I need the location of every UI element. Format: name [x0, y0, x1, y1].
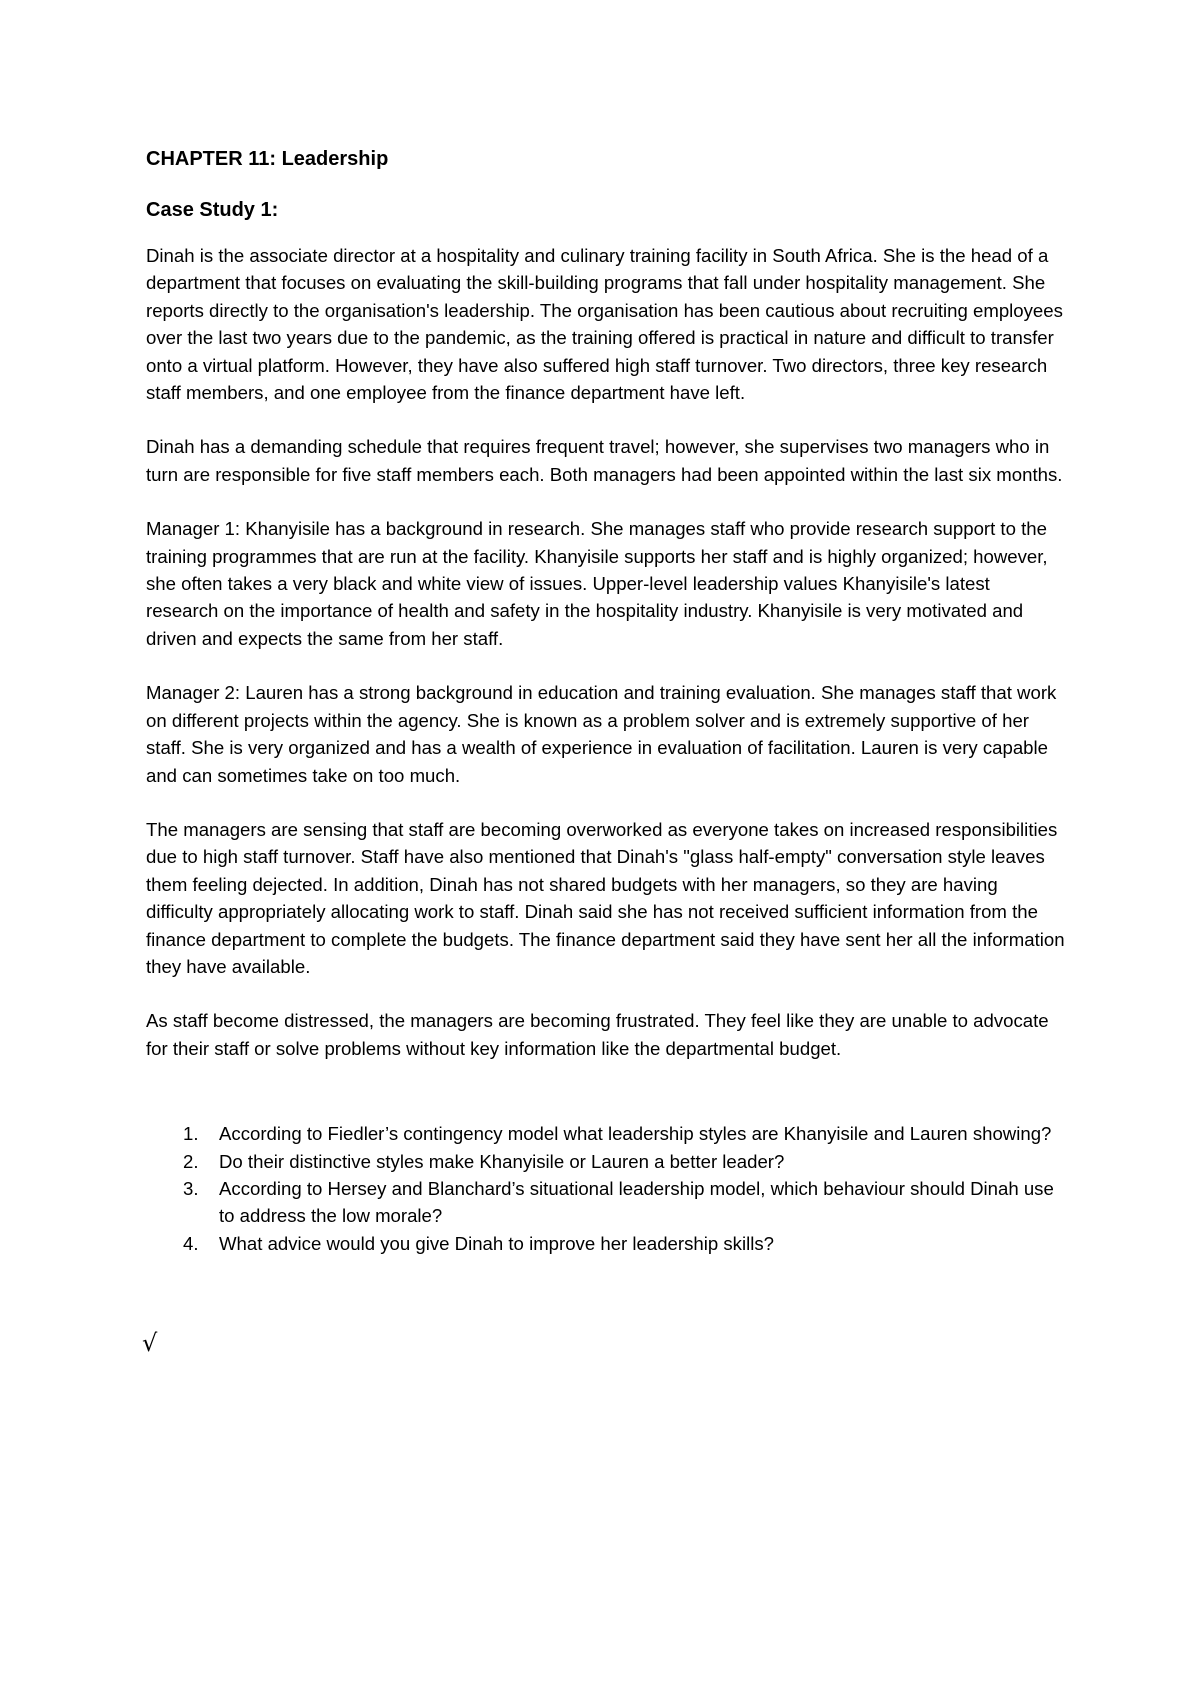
question-item — [146, 1230, 1066, 1257]
checkmark-icon: √ — [142, 1329, 158, 1357]
chapter-title: CHAPTER 11: Leadership — [146, 148, 389, 170]
question-item — [146, 1120, 1066, 1147]
paragraph-frustration: As staff become distressed, the managers are becoming frustrated. They feel like they are unable to advocate for their staff or solve problems without key information like the departmental budget. — [146, 1010, 1049, 1059]
paragraph-intro: Dinah is the associate director at a hospitality and culinary training facility in South Africa. She is the head of a department that focuses on evaluating the skill-building programs that fall under hospitality management. She reports directly to the organisation's leadership. The organisation has been cautious about recruiting employees over the last two years due to the pandemic, as the training offered is practical in nature and difficult to transfer onto a virtual platform. However, they have also suffered high staff turnover. Two directors, three key research staff members, and one employee from the finance department have left. — [146, 245, 1063, 404]
paragraph-manager-2: Manager 2: Lauren has a strong background in education and training evaluation. She manages staff that work on different projects within the agency. She is known as a problem solver and is extremely supportive of her staff. She is very organized and has a wealth of experience in evaluation of facilitation. Lauren is very capable and can sometimes take on too much. — [146, 682, 1057, 786]
case-study-title: Case Study 1: — [146, 199, 279, 221]
question-text: What advice would you give Dinah to improve her leadership skills? — [219, 1232, 774, 1254]
question-item — [146, 1148, 1066, 1175]
question-number: 3. — [183, 1177, 199, 1199]
question-list — [146, 1120, 1066, 1257]
paragraph-overwork: The managers are sensing that staff are becoming overworked as everyone takes on increased responsibilities due to high staff turnover. Staff have also mentioned that Dinah's "glass half-empty" conversation style leaves them feeling dejected. In addition, Dinah has not shared budgets with her managers, so they are having difficulty appropriately allocating work to staff. Dinah said she has not received sufficient information from the finance department to complete the budgets. The finance department said they have sent her all the information they have available. — [146, 818, 1065, 977]
question-text: Do their distinctive styles make Khanyisile or Lauren a better leader? — [219, 1150, 785, 1172]
question-number: 2. — [183, 1150, 199, 1172]
document-body — [146, 146, 1066, 1257]
question-item — [146, 1175, 1066, 1230]
question-text: According to Hersey and Blanchard’s situational leadership model, which behaviour should Dinah use to address the low morale? — [219, 1177, 1054, 1227]
paragraph-schedule: Dinah has a demanding schedule that requires frequent travel; however, she supervises two managers who in turn are responsible for five staff members each. Both managers had been appointed within the last six months. — [146, 436, 1063, 485]
question-number: 1. — [183, 1123, 199, 1145]
question-number: 4. — [183, 1232, 199, 1254]
question-text: According to Fiedler’s contingency model what leadership styles are Khanyisile and Lauren showing? — [219, 1123, 1052, 1145]
paragraph-manager-1: Manager 1: Khanyisile has a background in research. She manages staff who provide research support to the training programmes that are run at the facility. Khanyisile supports her staff and is highly organized; however, she often takes a very black and white view of issues. Upper-level leadership values Khanyisile's latest research on the importance of health and safety in the hospitality industry. Khanyisile is very motivated and driven and expects the same from her staff. — [146, 518, 1048, 649]
